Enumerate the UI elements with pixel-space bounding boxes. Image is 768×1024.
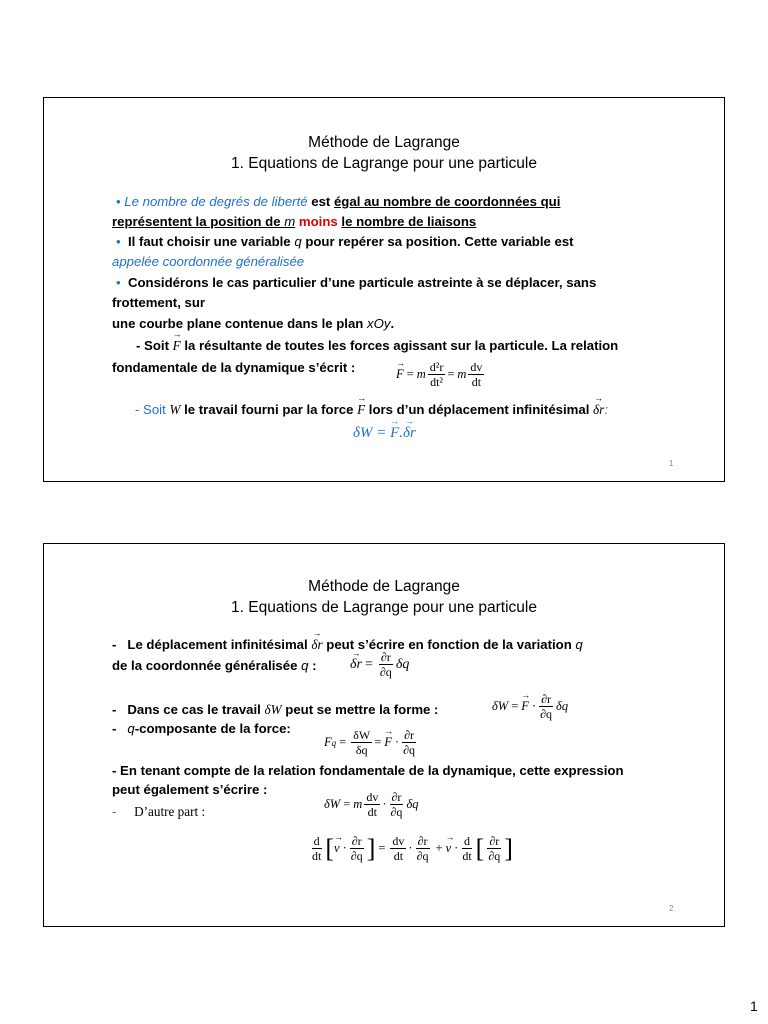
slide1-line-2 bbox=[112, 214, 476, 229]
text: - bbox=[112, 721, 128, 736]
fraction bbox=[389, 790, 405, 819]
slide-1 bbox=[43, 97, 725, 482]
fraction bbox=[401, 728, 417, 757]
slide-title bbox=[44, 576, 724, 618]
bullet: • bbox=[116, 194, 121, 209]
delta-W: δW bbox=[324, 797, 341, 811]
fraction bbox=[428, 360, 446, 389]
vector-v: v → bbox=[446, 841, 452, 856]
denominator: ∂q bbox=[390, 805, 403, 819]
vector-F: F → bbox=[390, 425, 399, 442]
bracket-open: [ bbox=[475, 833, 485, 863]
var-m: m bbox=[284, 214, 296, 229]
text: - Soit bbox=[135, 402, 170, 417]
text: - Le déplacement infinitésimal bbox=[112, 637, 312, 652]
colon: : bbox=[604, 402, 608, 417]
underlined-text: égal au nombre de coordonnées qui bbox=[333, 194, 561, 209]
numerator: ∂r bbox=[417, 834, 428, 848]
vector-delta-r: δr → bbox=[403, 425, 416, 442]
underlined-text: représentent la position de bbox=[112, 214, 285, 229]
slide1-line-1 bbox=[116, 194, 560, 209]
dot: . bbox=[399, 425, 404, 441]
slide1-line-4: appelée coordonnée généralisée bbox=[112, 254, 305, 269]
equals: = bbox=[447, 367, 455, 381]
denominator: ∂q bbox=[403, 743, 415, 757]
fraction bbox=[415, 834, 431, 863]
text: . bbox=[390, 316, 395, 331]
force-F: F bbox=[324, 735, 332, 749]
text: Il faut choisir une variable bbox=[127, 234, 295, 249]
fraction bbox=[364, 790, 380, 819]
text: D’autre part : bbox=[134, 804, 206, 819]
denominator: ∂q bbox=[540, 707, 553, 721]
numerator: ∂r bbox=[541, 692, 552, 706]
text: Considérons le cas particulier d’une particule astreinte à se déplacer, sans bbox=[127, 275, 597, 290]
vector-F: F → bbox=[173, 338, 181, 354]
delta-W: δW bbox=[353, 425, 373, 441]
equals: = bbox=[372, 425, 391, 441]
text: le travail fourni par la force bbox=[180, 402, 358, 417]
slide1-line-9: fondamentale de la dynamique s’écrit : bbox=[112, 360, 356, 375]
bracket-close: ] bbox=[366, 833, 376, 863]
var-q: q bbox=[127, 721, 135, 736]
numerator: ∂r bbox=[380, 650, 391, 664]
slide-2 bbox=[43, 543, 725, 927]
numerator: d²r bbox=[429, 360, 444, 374]
dash: - bbox=[112, 804, 117, 819]
equation-generalized-force: F q = $\frac{\delta W}{\delta q}$ = F → · $\frac{\partial r}{\partial q}$ bbox=[324, 728, 419, 757]
numerator: dv bbox=[470, 360, 483, 374]
underlined-text: le nombre de liaisons bbox=[341, 214, 477, 229]
text: peut s’écrire en fonction de la variation bbox=[322, 637, 576, 652]
vector-F: F → bbox=[396, 367, 404, 382]
fraction bbox=[460, 834, 473, 863]
vector-delta-r: δr → bbox=[311, 637, 322, 653]
text: de la coordonnée généralisée bbox=[112, 658, 302, 673]
title-line-1: Méthode de Lagrange bbox=[308, 134, 460, 151]
delta-q: δq bbox=[395, 656, 410, 672]
numerator: ∂r bbox=[489, 834, 500, 848]
denominator: ∂q bbox=[350, 849, 363, 863]
delta-q: δq bbox=[556, 699, 569, 713]
mass-m: m bbox=[416, 367, 426, 381]
text: : bbox=[308, 658, 317, 673]
slide2-line-4 bbox=[112, 721, 291, 736]
slide1-line-8 bbox=[136, 338, 618, 354]
equation-work bbox=[353, 425, 416, 442]
slide-number: 1 bbox=[669, 459, 674, 468]
denominator: ∂q bbox=[416, 849, 429, 863]
denominator: dt² bbox=[430, 375, 443, 389]
slide2-line-7 bbox=[112, 804, 205, 820]
var-xoy: xOy bbox=[367, 316, 391, 331]
delta-q: δq bbox=[406, 797, 419, 811]
numerator: d bbox=[313, 834, 320, 848]
text: pour repérer sa position. Cette variable est bbox=[301, 234, 574, 249]
title-line-1: Méthode de Lagrange bbox=[308, 578, 460, 595]
text: est bbox=[307, 194, 334, 209]
equation-newton bbox=[396, 360, 486, 389]
bullet: • bbox=[116, 275, 121, 290]
slide1-line-3 bbox=[116, 234, 574, 249]
vector-v: v → bbox=[334, 841, 340, 856]
denominator: ∂q bbox=[379, 665, 392, 679]
vector-F: F → bbox=[521, 699, 529, 714]
slide2-line-5: - En tenant compte de la relation fondamentale de la dynamique, cette expression bbox=[112, 763, 624, 778]
equals: = bbox=[406, 367, 414, 381]
denominator: dt bbox=[312, 849, 322, 863]
text: lors d’un déplacement infinitésimal bbox=[365, 402, 594, 417]
slide2-line-6: peut également s’écrire : bbox=[112, 782, 268, 797]
denominator: δq bbox=[355, 743, 368, 757]
slide-title bbox=[44, 132, 724, 174]
numerator: ∂r bbox=[391, 790, 402, 804]
text: peut se mettre la forme : bbox=[281, 702, 439, 717]
fraction bbox=[538, 692, 554, 721]
text: - Dans ce cas le travail bbox=[112, 702, 265, 717]
denominator: ∂q bbox=[488, 849, 501, 863]
slide1-line-10 bbox=[135, 402, 608, 418]
vector-F: F → bbox=[357, 402, 365, 418]
equation-displacement: δr → = $\frac{\partial r}{\partial q}$ δq bbox=[350, 650, 409, 679]
var-q: q bbox=[575, 637, 583, 652]
slide1-line-5 bbox=[116, 275, 596, 290]
delta-W: δW bbox=[264, 702, 282, 717]
fraction bbox=[468, 360, 484, 389]
var-q: q bbox=[294, 234, 302, 249]
bullet: • bbox=[116, 234, 121, 249]
title-line-2: 1. Equations de Lagrange pour une particule bbox=[231, 155, 537, 172]
fraction bbox=[486, 834, 502, 863]
equation-work-dynamics: δW = m $\frac{dv}{dt}$ · $\frac{\partial r}{\partial q}$ δq bbox=[324, 790, 419, 819]
text: - Soit bbox=[136, 338, 173, 353]
equation-product-rule: $\frac{d}{dt}$ [ v → · $\frac{\partial r}{\partial q}$ ] = $\frac{dv}{dt}$ · $\frac{\partial r}{\partial q}$ + v → · $\frac{d}{dt}$ [ $\frac{\partial r}{\partial q}$ ] bbox=[308, 834, 513, 863]
fraction bbox=[378, 650, 394, 679]
slide2-line-3 bbox=[112, 702, 438, 718]
mass-m: m bbox=[353, 797, 363, 811]
slide2-line-1 bbox=[112, 637, 583, 653]
document-page-number: 1 bbox=[750, 998, 758, 1014]
vector-delta-r: δr → bbox=[350, 657, 362, 673]
numerator: dv bbox=[392, 834, 405, 848]
highlight-text: Le nombre de degrés de liberté bbox=[124, 194, 308, 209]
bracket-close: ] bbox=[504, 833, 513, 863]
var-W: W bbox=[169, 402, 181, 417]
numerator: δW bbox=[353, 728, 371, 742]
moins-text: moins bbox=[298, 214, 338, 229]
numerator: d bbox=[464, 834, 470, 848]
denominator: dt bbox=[471, 375, 482, 389]
vector-delta-r: δr → bbox=[593, 402, 604, 418]
fraction bbox=[310, 834, 323, 863]
title-line-2: 1. Equations de Lagrange pour une particule bbox=[231, 599, 537, 616]
denominator: dt bbox=[462, 849, 472, 863]
fraction bbox=[349, 834, 365, 863]
equation-work-form: δW = F → · $\frac{\partial r}{\partial q}$ δq bbox=[492, 692, 568, 721]
numerator: dv bbox=[366, 790, 379, 804]
denominator: dt bbox=[367, 805, 377, 819]
delta-W: δW bbox=[492, 699, 509, 713]
bracket-open: [ bbox=[325, 833, 335, 863]
numerator: ∂r bbox=[351, 834, 362, 848]
text: -composante de la force: bbox=[134, 721, 291, 736]
text: la résultante de toutes les forces agissant sur la particule. La relation bbox=[180, 338, 619, 353]
subscript-q: q bbox=[331, 737, 337, 748]
slide1-line-6: frottement, sur bbox=[112, 295, 206, 310]
var-q: q bbox=[301, 658, 309, 673]
slide1-line-7 bbox=[112, 316, 394, 331]
text: une courbe plane contenue dans le plan bbox=[112, 316, 368, 331]
fraction bbox=[351, 728, 372, 757]
fraction bbox=[390, 834, 406, 863]
vector-F: F → bbox=[384, 735, 392, 750]
mass-m: m bbox=[457, 367, 467, 381]
denominator: dt bbox=[393, 849, 404, 863]
slide2-line-2 bbox=[112, 658, 317, 673]
slide-number: 2 bbox=[669, 904, 674, 913]
numerator: ∂r bbox=[404, 728, 414, 742]
